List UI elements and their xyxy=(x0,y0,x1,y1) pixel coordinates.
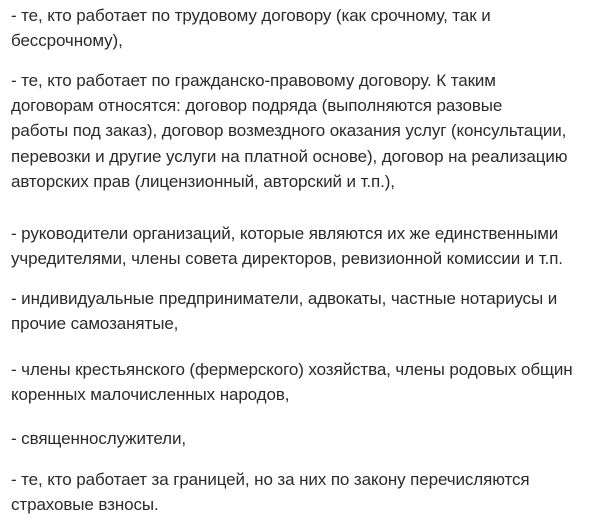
text-line: страховые взносы. xyxy=(11,495,159,515)
text-line: - священнослужители, xyxy=(11,429,187,448)
text-line: учредителями, члены совета директоров, ревизионной комиссии и т.п. xyxy=(11,249,563,269)
list-item-employment-contract xyxy=(11,3,491,53)
text-line: - члены крестьянского (фермерского) хозяйства, члены родовых общин xyxy=(11,360,573,379)
text-line: работы под заказ), договор возмездного оказания услуг (консультации, xyxy=(11,121,567,141)
text-line: договорам относятся: договор подряда (выполняются разовые xyxy=(11,96,503,116)
text-line: коренных малочисленных народов, xyxy=(11,385,290,405)
text-line: - те, кто работает за границей, но за них по закону перечисляются xyxy=(11,470,530,489)
text-line: - те, кто работает по трудовому договору (как срочному, так и xyxy=(11,6,491,25)
text-line: - те, кто работает по гражданско-правовому договору. К таким xyxy=(11,71,496,90)
text-line: - индивидуальные предприниматели, адвокаты, частные нотариусы и xyxy=(11,289,558,308)
list-item-clergy xyxy=(11,426,186,451)
list-item-farm-members xyxy=(11,357,573,407)
list-item-abroad-workers xyxy=(11,467,530,517)
text-line: - руководители организаций, которые являются их же единственными xyxy=(11,224,559,243)
text-line: бессрочному), xyxy=(11,31,123,51)
text-line: перевозки и другие услуги на платной основе), договор на реализацию xyxy=(11,146,568,166)
list-item-entrepreneurs xyxy=(11,286,557,336)
list-item-company-heads xyxy=(11,221,563,271)
list-item-civil-contract xyxy=(11,68,567,194)
text-line: прочие самозанятые, xyxy=(11,314,179,334)
text-line: авторских прав (лицензионный, авторский и т.п.), xyxy=(11,171,395,191)
